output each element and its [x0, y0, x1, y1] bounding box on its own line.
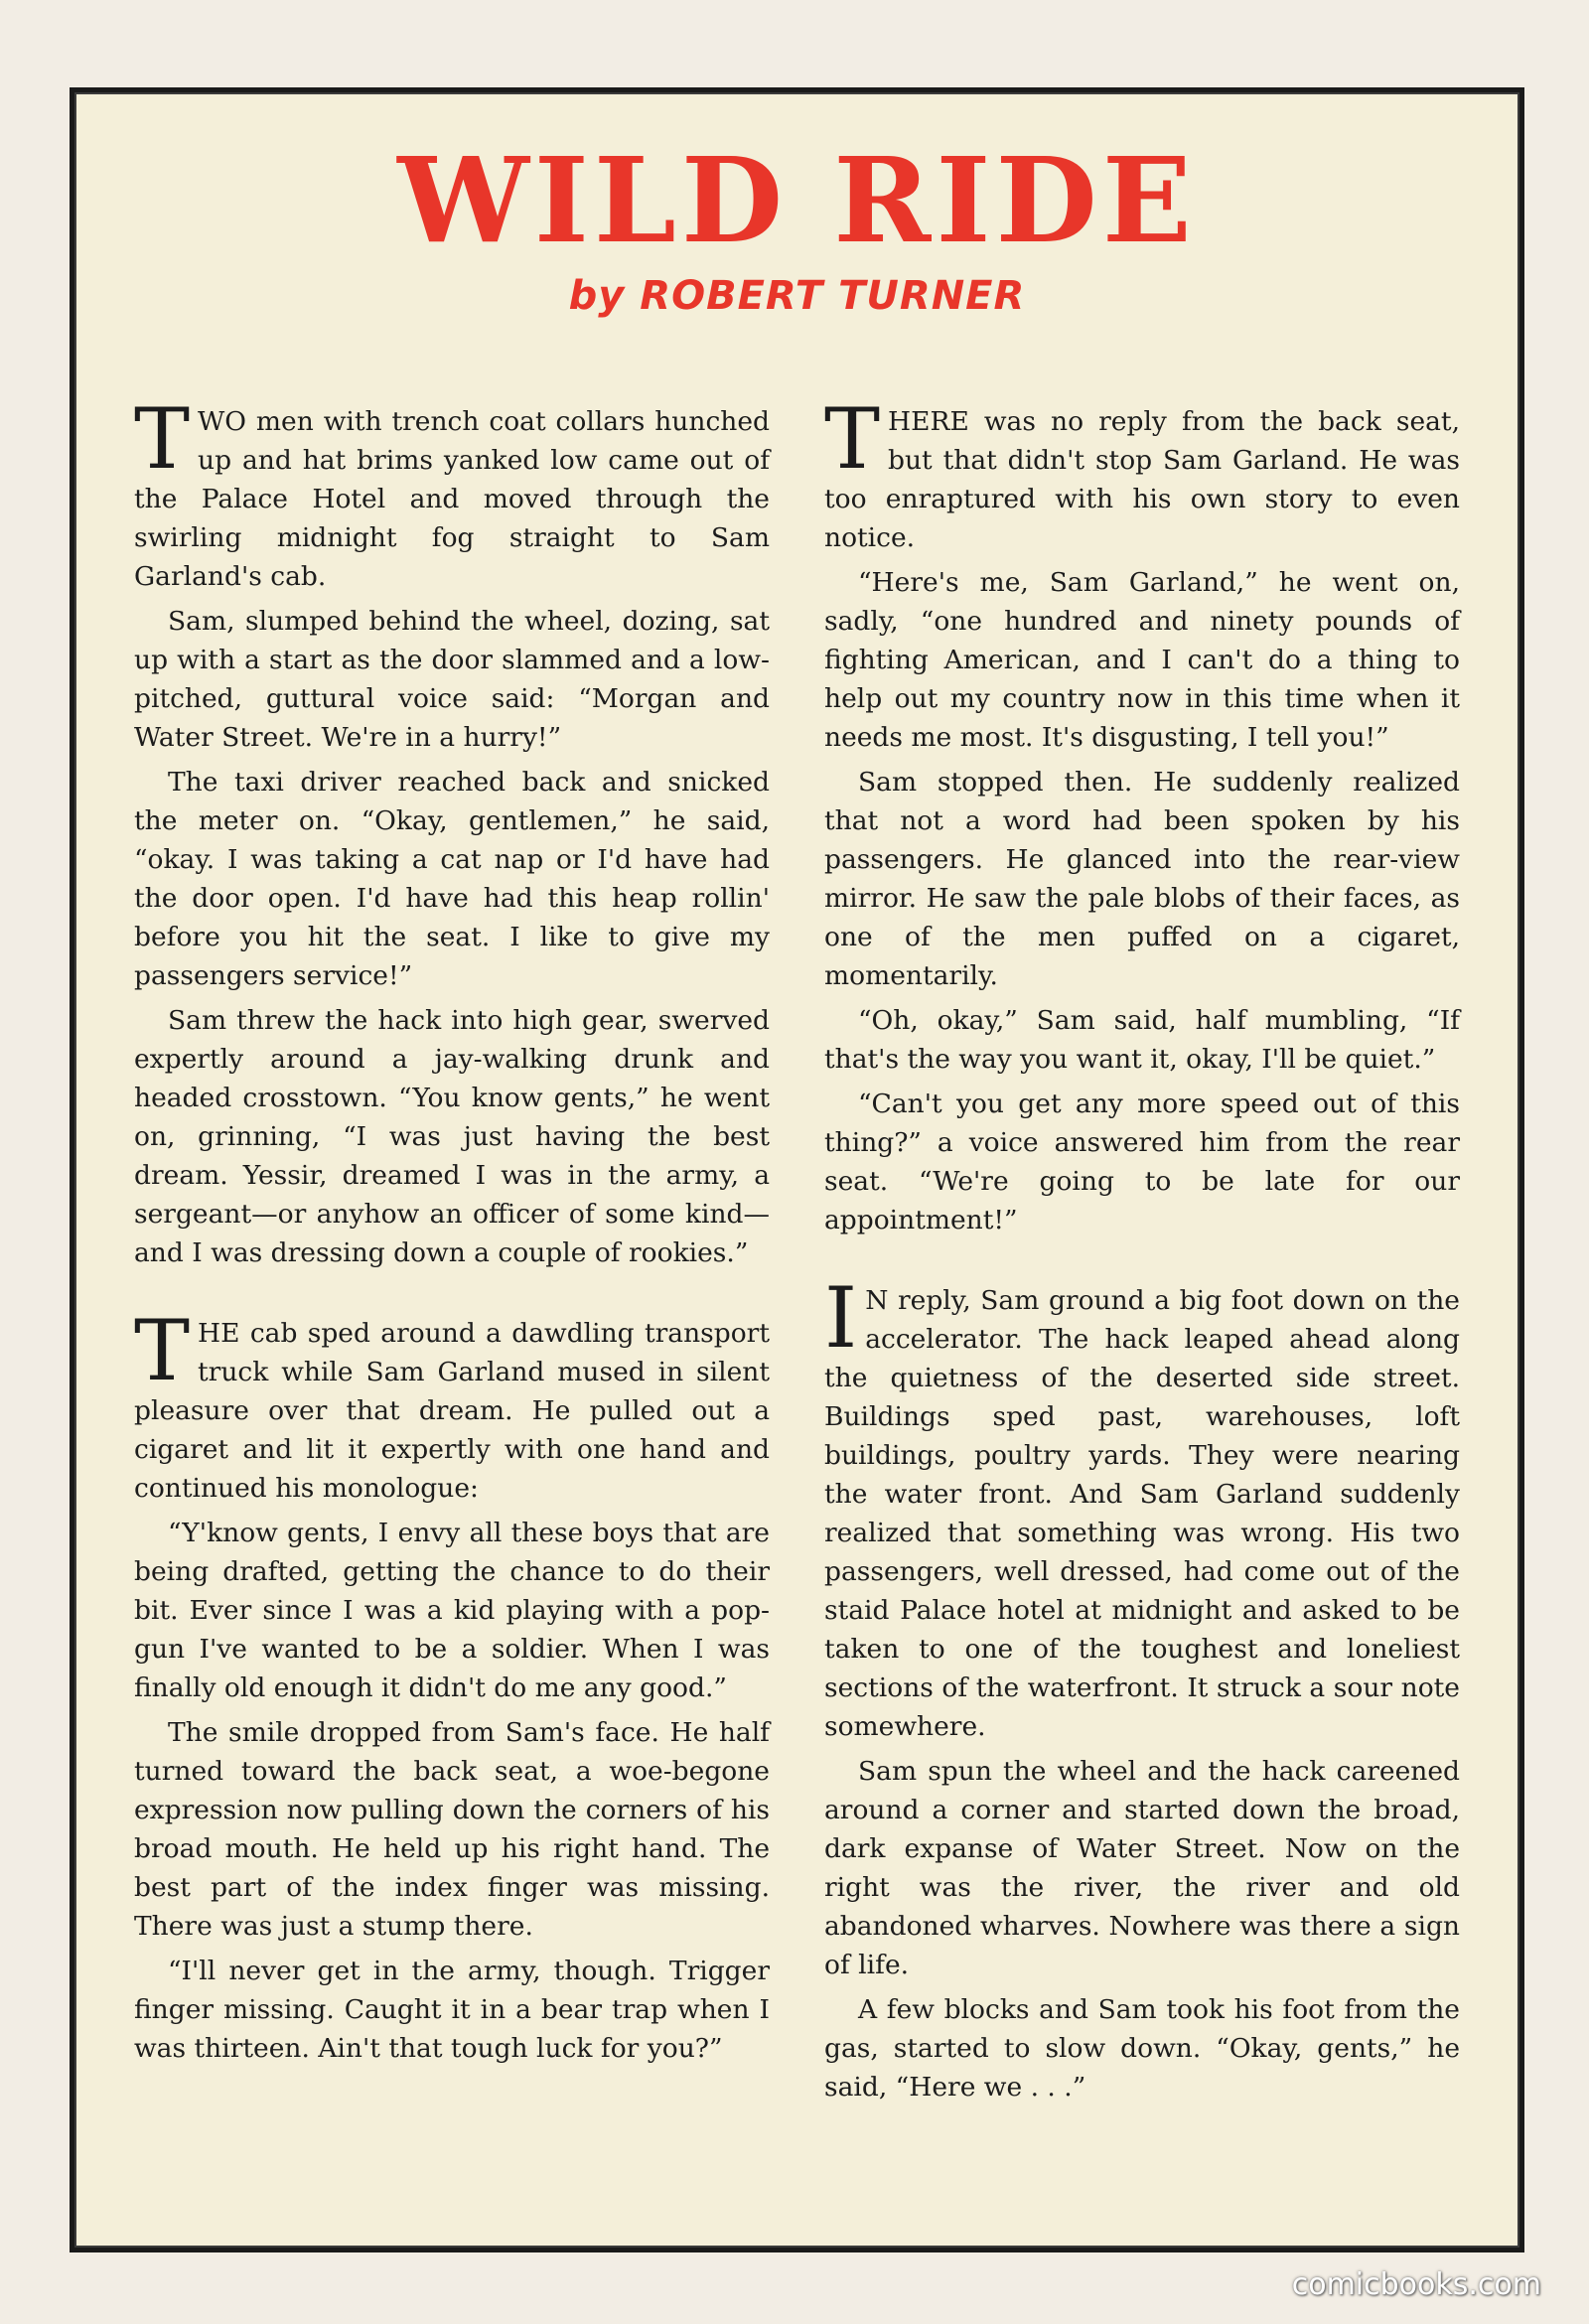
drop-cap: T [134, 1302, 191, 1399]
paragraph: “Y'know gents, I envy all these boys that are being drafted, getting the chance to do their bit. Ever since I was a kid playing with a pop-gun I've wanted to be a soldier. When I was finally old enough it didn't do me any good.” [134, 1518, 770, 1703]
paragraph: THE cab sped around a dawdling transport truck while Sam Garland mused in silent pleasure over that dream. He pulled out a cigaret and lit it expertly with one hand and continued his monologue: [134, 1302, 770, 1504]
story-byline: by ROBERT TURNER [568, 273, 1026, 319]
paragraph: “I'll never get in the army, though. Trigger finger missing. Caught it in a bear trap when I was thirteen. Ain't that tough luck for you?” [134, 1956, 770, 2064]
left-column [134, 390, 770, 2074]
paragraph: Sam, slumped behind the wheel, dozing, sat up with a start as the door slammed and a low-pitched, guttural voice said: “Morgan and Water Street. We're in a hurry!” [134, 606, 770, 753]
site-watermark: comicbooks.com [1291, 2267, 1541, 2302]
paragraph: “Can't you get any more speed out of this thing?” a voice answered him from the rear seat. “We're going to be late for our appointment!” [824, 1089, 1460, 1235]
right-column [824, 390, 1460, 2112]
drop-cap: T [824, 390, 881, 488]
right-section-2 [824, 1269, 1460, 2106]
right-section-1 [824, 390, 1460, 1239]
paragraph: A few blocks and Sam took his foot from the gas, started to slow down. “Okay, gents,” he said, “Here we . . .” [824, 1994, 1460, 2103]
left-section-2 [134, 1302, 770, 2068]
paragraph: The taxi driver reached back and snicked the meter on. “Okay, gentlemen,” he said, “okay. I was taking a cat nap or I'd have had the door open. I'd have had this heap rollin' before you hit the seat. I like to give my passengers service!” [134, 767, 770, 991]
drop-cap: I [824, 1269, 858, 1367]
drop-cap: T [134, 390, 191, 488]
paragraph: “Oh, okay,” Sam said, half mumbling, “If that's the way you want it, okay, I'll be quiet.” [824, 1005, 1460, 1075]
paragraph: Sam threw the hack into high gear, swerved expertly around a jay-walking drunk and headed crosstown. “You know gents,” he went on, grinning, “I was just having the best dream. Yessir, dreamed I was in the army, a sergeant—or anyhow an officer of some kind—and I was dressing down a couple of rookies.” [134, 1005, 770, 1268]
story-page-frame [70, 87, 1524, 2252]
left-section-1 [134, 390, 770, 1272]
paragraph: “Here's me, Sam Garland,” he went on, sadly, “one hundred and ninety pounds of fighting American, and I can't do a thing to help out my country now in this time when it needs me most. It's disgusting, I tell you!” [824, 567, 1460, 753]
paragraph: TWO men with trench coat collars hunched up and hat brims yanked low came out of the Palace Hotel and moved through the swirling midnight fog straight to Sam Garland's cab. [134, 390, 770, 592]
paragraph: Sam stopped then. He suddenly realized that not a word had been spoken by his passengers. He glanced into the rear-view mirror. He saw the pale blobs of their faces, as one of the men puffed on a cigaret, momentarily. [824, 767, 1460, 991]
story-title: WILD RIDE [397, 131, 1197, 269]
paragraph: I N reply, Sam ground a big foot down on the accelerator. The hack leaped ahead along the quietness of the deserted side street. Buildings sped past, warehouses, loft buildings, poultry yards. They were nearing the water front. And Sam Garland suddenly realized that something was wrong. His two passengers, well dressed, had come out of the staid Palace hotel at midnight and asked to be taken to one of the toughest and loneliest sections of the waterfront. It struck a sour note somewhere. [824, 1269, 1460, 1742]
paragraph: Sam spun the wheel and the hack careened around a corner and started down the broad, dark expanse of Water Street. Now on the right was the river, the river and old abandoned wharves. Nowhere was there a sign of life. [824, 1756, 1460, 1980]
paragraph: THERE was no reply from the back seat, but that didn't stop Sam Garland. He was too enraptured with his own story to even notice. [824, 390, 1460, 553]
paragraph: The smile dropped from Sam's face. He half turned toward the back seat, a woe-begone expression now pulling down the corners of his broad mouth. He held up his right hand. The best part of the index finger was missing. There was just a stump there. [134, 1717, 770, 1942]
